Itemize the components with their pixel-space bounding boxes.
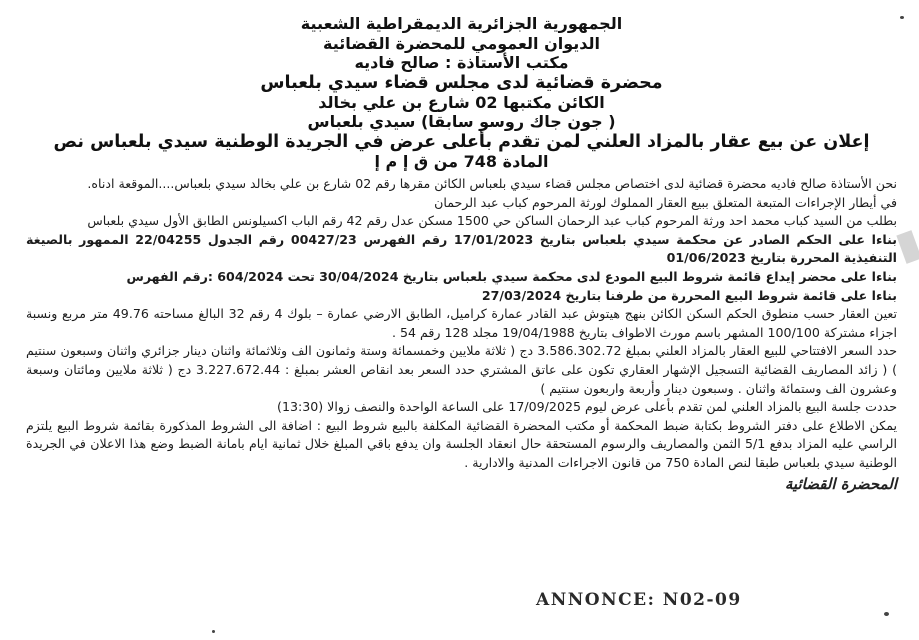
header-republic: الجمهورية الجزائرية الديمقراطية الشعبية	[300, 14, 623, 33]
paragraph-intro: نحن الأستاذة صالح فاديه محضرة قضائية لدى اختصاص مجلس قضاء سيدي بلعباس الكائن مقرها رقم 02 شارع بن علي بخالد سيدي بلعباس....الموقعة ادناه.	[87, 176, 897, 191]
document-header	[26, 14, 897, 171]
announcement-body	[26, 175, 897, 473]
header-address: الكائن مكتبها 02 شارع بن علي بخالد	[318, 92, 605, 112]
scan-speck	[212, 630, 215, 633]
header-bureau: مكتب الأستاذة : صالح فاديه	[354, 53, 569, 72]
paragraph-price: حدد السعر الافتتاحي للبيع العقار بالمزاد العلني بمبلغ 3.586.302.72 دج ( ثلاثة ملايين وخمسمائة وستة وثمانون الف وثلاثمائة واثنان دينار جزائري واثنان وسبعون سنتيم ) ( زائد المصاريف القضائية التسجيل الإشهار العقاري تكون على عاتق المشتري حدد السعر بعد انقاص العشر بمبلغ : 3.227.672.44 دج ( ثلاثة ملايين ومائتان وسبعة وعشرون الف وستمائة واثنان . وسبعون دينار وأربعة واربعون سنتيم )	[26, 343, 897, 396]
header-bailiff-title: محضرة قضائية لدى مجلس قضاء سيدي بلعباس	[260, 72, 663, 93]
paragraph-requester: بطلب من السيد كباب محمد احد ورثة المرحوم كباب عبد الرحمان الساكن حي 1500 مسكن عدل رقم 42 رقم الباب اكسيلونس الطابق الأول سيدي بلعباس	[87, 213, 897, 229]
announcement-article: المادة 748 من ق إ م إ	[374, 151, 549, 171]
paragraph-session: حددت جلسة البيع بالمزاد العلني لمن تقدم بأعلى عرض ليوم 17/09/2025 على الساعة الواحدة والنصف زوالا (13:30)	[277, 399, 897, 415]
paragraph-deposit: بناءا على محضر إيداع قائمة شروط البيع المودع لدى محكمة سيدي بلعباس بتاريخ 30/04/2024 تحت 604/2024 :رقم الفهرس	[126, 268, 897, 284]
paragraph-judgment: بناءا على الحكم الصادر عن محكمة سيدي بلعباس بتاريخ 17/01/2023 رقم الفهرس 00427/23 رقم الجدول 22/04255 الممهور بالصيغة التنفيذية المحررة بتاريخ 01/06/2023	[26, 231, 897, 266]
paragraph-conditions: بناءا على قائمة شروط البيع المحررة من طرفنا بتاريخ 27/03/2024	[481, 287, 897, 303]
header-address-old: ( جون جاك روسو سابقا) سيدي بلعباس	[307, 112, 616, 131]
scan-speck	[900, 16, 904, 19]
signature: المحضرة القضائية	[784, 474, 897, 493]
paragraph-context: في أيطار الإجراءات المتبعة المتعلق ببيع العقار المملوك لورثة المرحوم كباب عبد الرحمان	[434, 194, 897, 210]
paragraph-terms: يمكن الاطلاع على دفتر الشروط بكتابة ضبط المحكمة أو مكتب المحضرة القضائية المكلفة بالبيع شروط البيع : اضافة الى الشروط المذكورة بقائمة شروط البيع يلتزم الراسي عليه المزاد بدفع 5/1 الثمن والمصاريف والرسوم المستحقة حال انعقاد الجلسة وان يدفع باقي المبلغ خلال ثمانية ايام بامانة الضبط وضع هذا الاعلان في الجريدة الوطنية سيدي بلعباس طبقا لنص المادة 750 من قانون الاجراءات المدنية والادارية .	[26, 417, 897, 470]
announcement-title: إعلان عن بيع عقار بالمزاد العلني لمن تقدم بأعلى عرض في الجريدة الوطنية سيدي بلعباس نص	[53, 131, 870, 152]
paragraph-property: تعين العقار حسب منطوق الحكم السكن الكائن بنهج هيتوش عبد القادر عمارة كراميل، الطابق الارضي عمارة – بلوك 4 رقم 32 البالغ مساحته 49.76 متر مربع ونسبة اجزاء مشتركة 100/100 المشهر باسم مورث الاطواف بتاريخ 19/04/1988 مجلد 128 رقم 54 .	[26, 306, 897, 340]
header-office: الديوان العمومي للمحضرة القضائية	[323, 33, 600, 53]
annonce-number: ANNONCE: N02-09	[536, 590, 742, 610]
scan-speck	[884, 612, 889, 616]
